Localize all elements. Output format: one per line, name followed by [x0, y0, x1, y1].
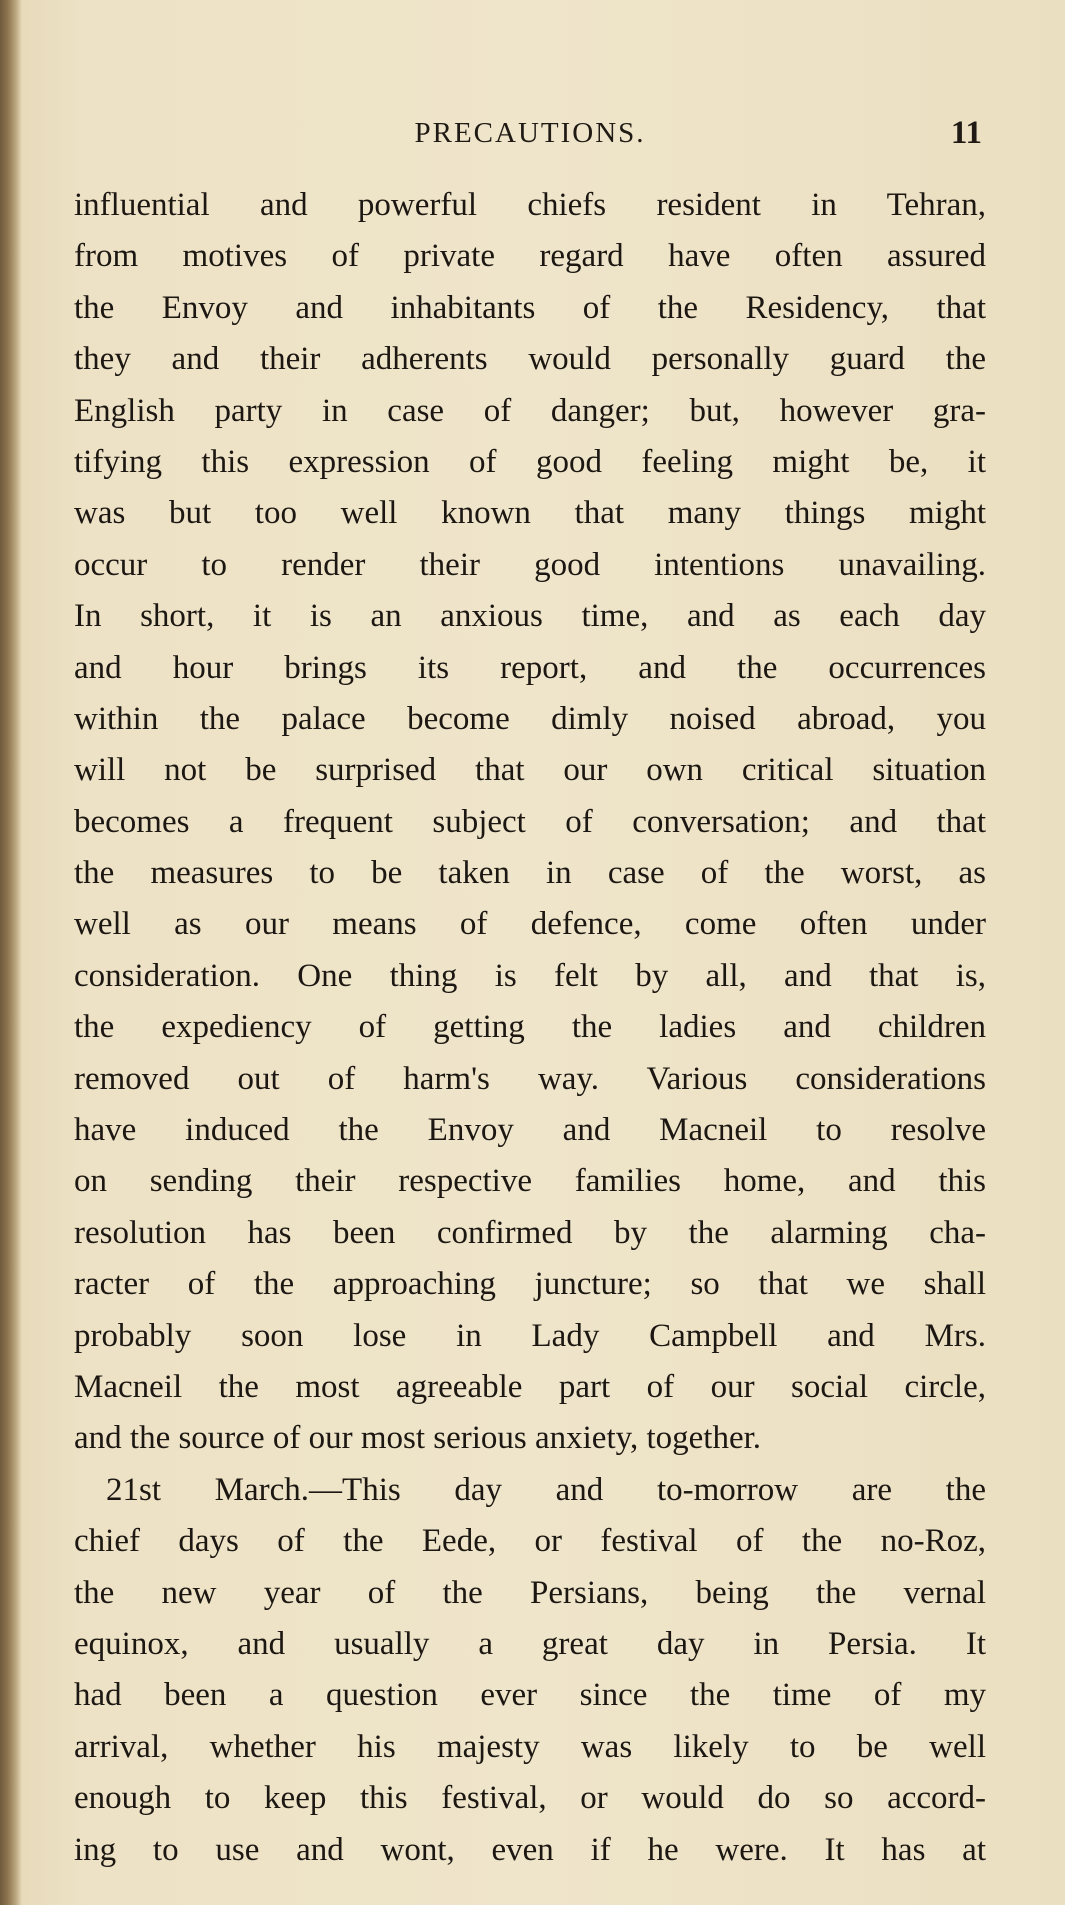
text-line: arrival, whether his majesty was likely to be well: [74, 1728, 986, 1765]
text-line: enough to keep this festival, or would do so accord-: [74, 1780, 986, 1817]
text-line: becomes a frequent subject of conversation; and that: [74, 803, 986, 840]
text-line: removed out of harm's way. Various considerations: [74, 1060, 986, 1097]
text-line: chief days of the Eede, or festival of the no-Roz,: [74, 1523, 986, 1560]
text-line: and hour brings its report, and the occurrences: [74, 649, 986, 686]
chapter-running-title: PRECAUTIONS.: [414, 117, 646, 149]
text-line: equinox, and usually a great day in Persia. It: [74, 1625, 986, 1662]
text-line: probably soon lose in Lady Campbell and Mrs.: [74, 1317, 986, 1354]
text-line: from motives of private regard have often assured: [74, 238, 986, 275]
book-spine-edge: [0, 0, 22, 1905]
text-line: occur to render their good intentions unavailing.: [74, 546, 986, 583]
text-line: racter of the approaching juncture; so that we shall: [74, 1266, 986, 1303]
text-line: the new year of the Persians, being the vernal: [74, 1574, 986, 1611]
text-line: influential and powerful chiefs resident in Tehran,: [74, 187, 986, 223]
running-head: [78, 112, 982, 154]
text-line: the measures to be taken in case of the worst, as: [74, 855, 986, 892]
text-line: consideration. One thing is felt by all, and that is,: [74, 957, 986, 994]
page-number: 11: [950, 115, 982, 151]
text-line: 21st March.—This day and to-morrow are the: [106, 1471, 986, 1508]
text-line: on sending their respective families home, and this: [74, 1163, 986, 1200]
text-line: have induced the Envoy and Macneil to resolve: [74, 1112, 986, 1149]
text-line: Macneil the most agreeable part of our social circle,: [74, 1368, 986, 1405]
text-line: will not be surprised that our own critical situation: [74, 752, 986, 789]
text-line: tifying this expression of good feeling might be, it: [74, 443, 986, 480]
text-line: was but too well known that many things might: [74, 495, 986, 532]
text-line: resolution has been confirmed by the alarming cha-: [74, 1214, 986, 1251]
text-line: English party in case of danger; but, however gra-: [74, 392, 986, 429]
text-line: ing to use and wont, even if he were. It has at: [74, 1831, 986, 1868]
text-line: the Envoy and inhabitants of the Residency, that: [74, 289, 986, 326]
text-line: had been a question ever since the time of my: [74, 1677, 986, 1714]
text-line: the expediency of getting the ladies and children: [74, 1009, 986, 1046]
body-text: [74, 180, 986, 1876]
text-line: they and their adherents would personally guard the: [74, 341, 986, 378]
text-line: and the source of our most serious anxiety, together.: [74, 1420, 762, 1457]
text-line: In short, it is an anxious time, and as each day: [74, 598, 986, 635]
text-line: within the palace become dimly noised abroad, you: [74, 700, 986, 737]
text-line: well as our means of defence, come often under: [74, 906, 986, 943]
